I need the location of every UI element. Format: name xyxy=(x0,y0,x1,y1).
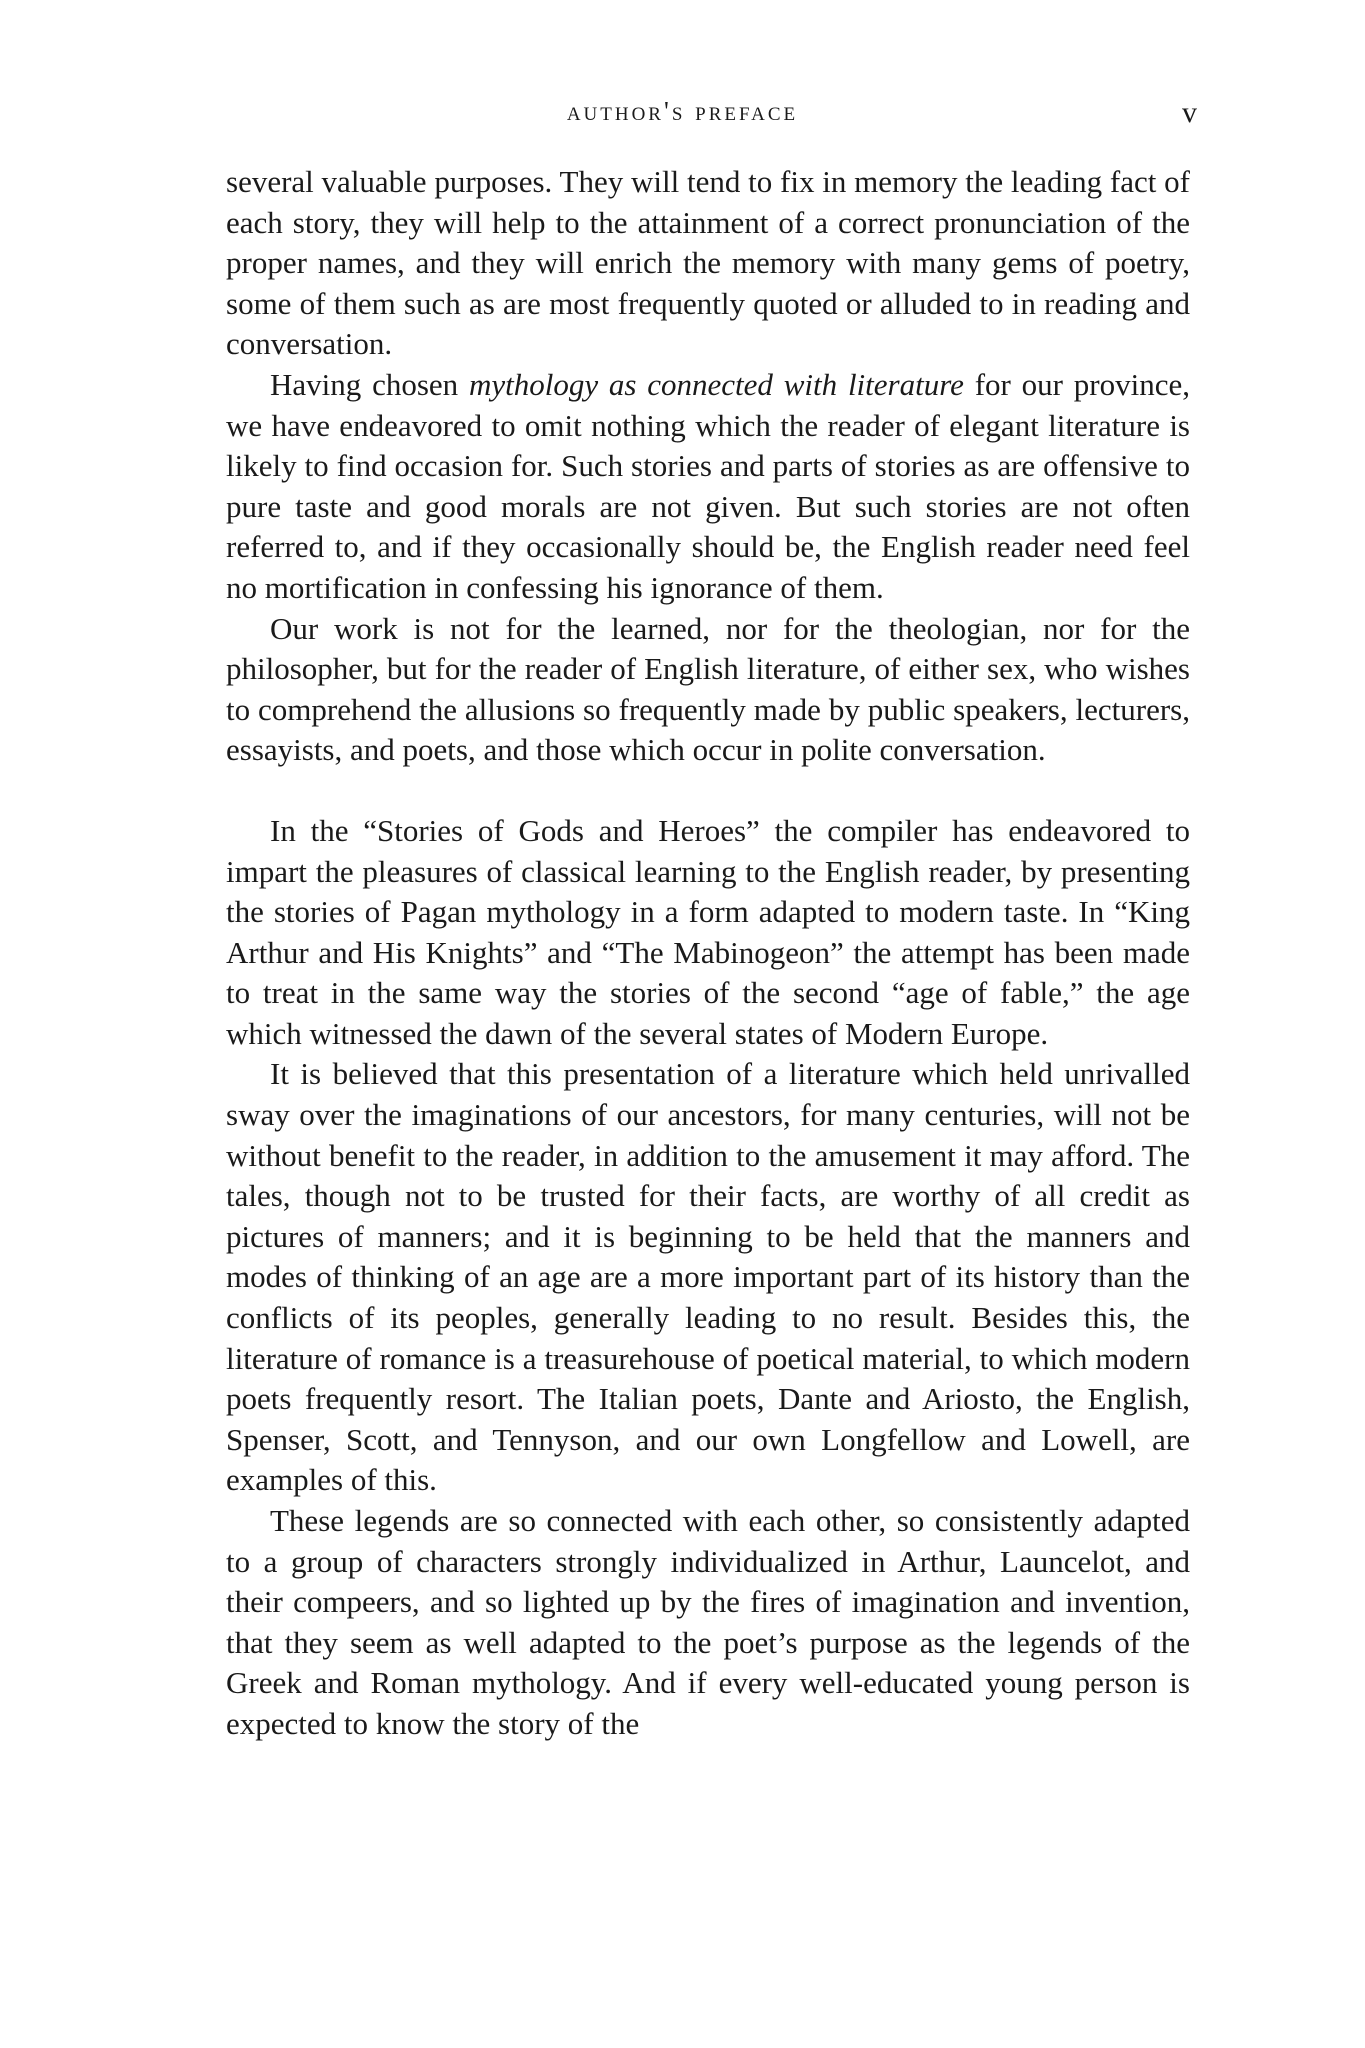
paragraph-1: several valuable purposes. They will tend to fix in memory the leading fact of each story, they will help to the attainment of a correct pronunciation of the proper names, and they will enrich the memory with many gems of poetry, some of them such as are most frequently quoted or alluded to in reading and conversation. xyxy=(226,164,1190,362)
paragraph-2 xyxy=(226,365,1190,609)
paragraph-3: Our work is not for the learned, nor for the theologian, nor for the philosopher, but for the reader of English literature, of either sex, who wishes to comprehend the allusions so frequently made by public speakers, lecturers, essayists, and poets, and those which occur in polite conversation. xyxy=(226,610,1190,768)
page-number: v xyxy=(1182,96,1197,129)
running-title: author's preface xyxy=(566,96,799,126)
paragraph-6: These legends are so connected with each other, so consistently adapted to a group of characters strongly individualized in Arthur, Launcelot, and their compeers, and so lighted up by the fires of imagination and invention, that they seem as well adapted to the poet’s purpose as the legends of the Greek and Roman mythology. And if every well-educated young person is expected to know the story of the xyxy=(226,1503,1190,1741)
running-head xyxy=(0,96,1365,136)
paragraph-2-rest: for our province, we have endeavored to omit nothing which the reader of elegant literature is likely to find occasion for. Such stories and parts of stories as are offensive to pure taste and good morals are not given. But such stories are not often referred to, and if they occasionally should be, the English reader need feel no mortification in confessing his ignorance of them. xyxy=(226,366,1191,605)
paragraph-4: In the “Stories of Gods and Heroes” the compiler has endeavored to impart the pleasures of classical learning to the English reader, by presenting the stories of Pagan mythology in a form adapted to modern taste. In “King Arthur and His Knights” and “The Mabinogeon” the attempt has been made to treat in the same way the stories of the second “age of fable,” the age which witnessed the dawn of the several states of Modern Europe. xyxy=(226,812,1190,1051)
paragraph-5: It is believed that this presentation of a literature which held unrivalled sway over the imaginations of our ancestors, for many centuries, will not be without benefit to the reader, in addition to the amusement it may afford. The tales, though not to be trusted for their facts, are worthy of all credit as pictures of manners; and it is beginning to be held that the manners and modes of thinking of an age are a more important part of its history than the conflicts of its peoples, generally leading to no result. Besides this, the literature of romance is a treasurehouse of poetical material, to which modern poets frequently resort. The Italian poets, Dante and Ariosto, the English, Spenser, Scott, and Tennyson, and our own Longfellow and Lowell, are examples of this. xyxy=(226,1056,1190,1498)
italic-phrase: mythology as connected with literature xyxy=(468,366,964,402)
paragraph-2-lead: Having chosen xyxy=(270,366,469,402)
body-text xyxy=(226,162,1190,1745)
